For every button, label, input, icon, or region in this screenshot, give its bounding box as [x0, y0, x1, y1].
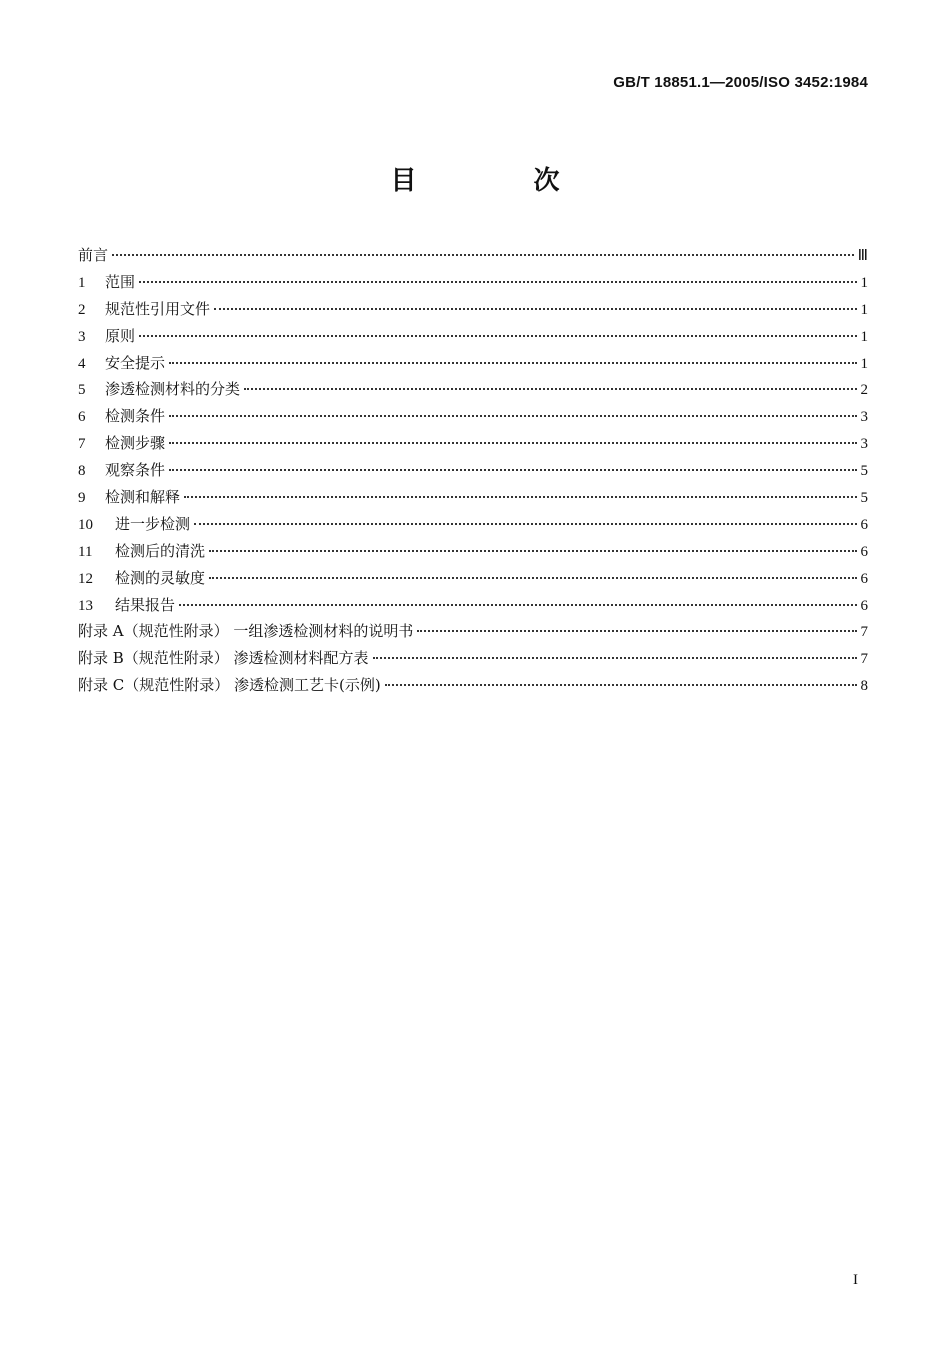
table-of-contents — [78, 245, 868, 702]
toc-entry-label — [78, 514, 190, 535]
toc-entry-label — [78, 379, 240, 400]
dot-leader — [417, 630, 856, 632]
toc-entry-title: 附录 A（规范性附录） 一组渗透检测材料的说明书 — [78, 622, 414, 641]
toc-entry[interactable] — [78, 648, 868, 675]
toc-entry-number: 11 — [78, 543, 93, 560]
toc-entry-number: 5 — [78, 382, 86, 399]
toc-entry-label — [78, 595, 175, 616]
toc-entry-page: 1 — [860, 301, 868, 318]
toc-entry-label — [78, 568, 205, 589]
toc-entry-label — [78, 406, 165, 427]
toc-entry-label — [78, 541, 205, 562]
toc-entry-label — [78, 487, 180, 508]
toc-entry-label — [78, 245, 108, 265]
toc-entry[interactable] — [78, 568, 868, 595]
toc-entry-page: 5 — [860, 490, 868, 507]
toc-entry-title: 检测条件 — [105, 407, 166, 426]
toc-entry-label — [78, 353, 165, 374]
toc-entry-number: 8 — [78, 463, 86, 480]
toc-entry-page: 6 — [860, 516, 868, 533]
toc-entry-page: 8 — [860, 678, 868, 695]
dot-leader — [139, 335, 856, 337]
dot-leader — [112, 254, 854, 256]
toc-entry-title: 进一步检测 — [115, 514, 191, 533]
toc-entry-page: Ⅲ — [857, 248, 868, 264]
toc-entry-number: 1 — [78, 274, 86, 291]
toc-entry-page: 6 — [860, 597, 868, 614]
toc-entry[interactable] — [78, 675, 868, 702]
page-title: 目 次 — [390, 166, 614, 196]
toc-entry[interactable] — [78, 379, 868, 406]
toc-entry-label — [78, 675, 381, 695]
toc-entry-title: 附录 C（规范性附录） 渗透检测工艺卡(示例) — [78, 676, 381, 695]
toc-entry-label — [78, 326, 135, 347]
toc-entry-page: 3 — [860, 436, 868, 453]
toc-entry-title: 观察条件 — [105, 461, 166, 480]
toc-entry-number: 10 — [78, 516, 93, 533]
toc-entry-page: 1 — [860, 355, 868, 372]
toc-entry-page: 7 — [860, 651, 868, 668]
toc-entry-label — [78, 433, 165, 454]
dot-leader — [179, 604, 856, 606]
toc-entry-number: 13 — [78, 597, 93, 614]
toc-entry-number: 12 — [78, 570, 93, 587]
dot-leader — [385, 684, 857, 686]
dot-leader — [244, 388, 856, 390]
toc-entry-page: 6 — [860, 543, 868, 560]
toc-entry-title: 前言 — [78, 246, 109, 264]
toc-entry[interactable] — [78, 460, 868, 487]
dot-leader — [169, 415, 856, 417]
toc-entry-label — [78, 272, 135, 293]
toc-entry-title: 检测和解释 — [105, 488, 181, 507]
toc-entry[interactable] — [78, 326, 868, 353]
toc-entry[interactable] — [78, 514, 868, 541]
toc-entry-title: 规范性引用文件 — [105, 299, 211, 318]
toc-entry-label — [78, 460, 165, 481]
toc-entry-number: 7 — [78, 436, 86, 453]
dot-leader — [214, 308, 856, 310]
dot-leader — [373, 657, 857, 659]
dot-leader — [184, 496, 856, 498]
toc-entry-page: 7 — [860, 624, 868, 641]
toc-entry[interactable] — [78, 406, 868, 433]
dot-leader — [169, 362, 856, 364]
toc-entry-number: 9 — [78, 490, 86, 507]
dot-leader — [194, 523, 856, 525]
toc-entry-page: 2 — [860, 382, 868, 399]
toc-entry-number: 6 — [78, 409, 86, 426]
toc-entry[interactable] — [78, 299, 868, 326]
dot-leader — [169, 442, 856, 444]
toc-entry-page: 5 — [860, 463, 868, 480]
toc-entry-label — [78, 621, 413, 641]
toc-entry-title: 范围 — [105, 272, 136, 291]
dot-leader — [209, 577, 856, 579]
toc-entry[interactable] — [78, 541, 868, 568]
toc-entry-number: 4 — [78, 355, 86, 372]
toc-entry-title: 原则 — [105, 326, 136, 345]
toc-entry-page: 3 — [860, 409, 868, 426]
toc-entry-page: 1 — [860, 274, 868, 291]
toc-entry-number: 2 — [78, 301, 86, 318]
dot-leader — [139, 281, 856, 283]
toc-entry-title: 结果报告 — [115, 595, 176, 614]
standard-code: GB/T 18851.1—2005/ISO 3452:1984 — [613, 74, 868, 91]
toc-entry-page: 1 — [860, 328, 868, 345]
toc-entry[interactable] — [78, 245, 868, 272]
page-number: I — [853, 1272, 858, 1288]
toc-entry-label — [78, 299, 210, 320]
toc-entry-title: 附录 B（规范性附录） 渗透检测材料配方表 — [78, 649, 369, 668]
toc-entry-title: 检测后的清洗 — [115, 541, 206, 560]
toc-entry-title: 检测的灵敏度 — [115, 568, 206, 587]
toc-entry-title: 安全提示 — [105, 353, 166, 372]
toc-entry-page: 6 — [860, 570, 868, 587]
dot-leader — [209, 550, 856, 552]
toc-entry-title: 检测步骤 — [105, 434, 166, 453]
toc-entry[interactable] — [78, 272, 868, 299]
toc-entry[interactable] — [78, 433, 868, 460]
toc-entry[interactable] — [78, 621, 868, 648]
dot-leader — [169, 469, 856, 471]
toc-entry[interactable] — [78, 353, 868, 380]
toc-entry[interactable] — [78, 487, 868, 514]
toc-entry[interactable] — [78, 595, 868, 622]
toc-entry-number: 3 — [78, 328, 86, 345]
toc-entry-label — [78, 648, 369, 668]
toc-entry-title: 渗透检测材料的分类 — [105, 380, 241, 399]
